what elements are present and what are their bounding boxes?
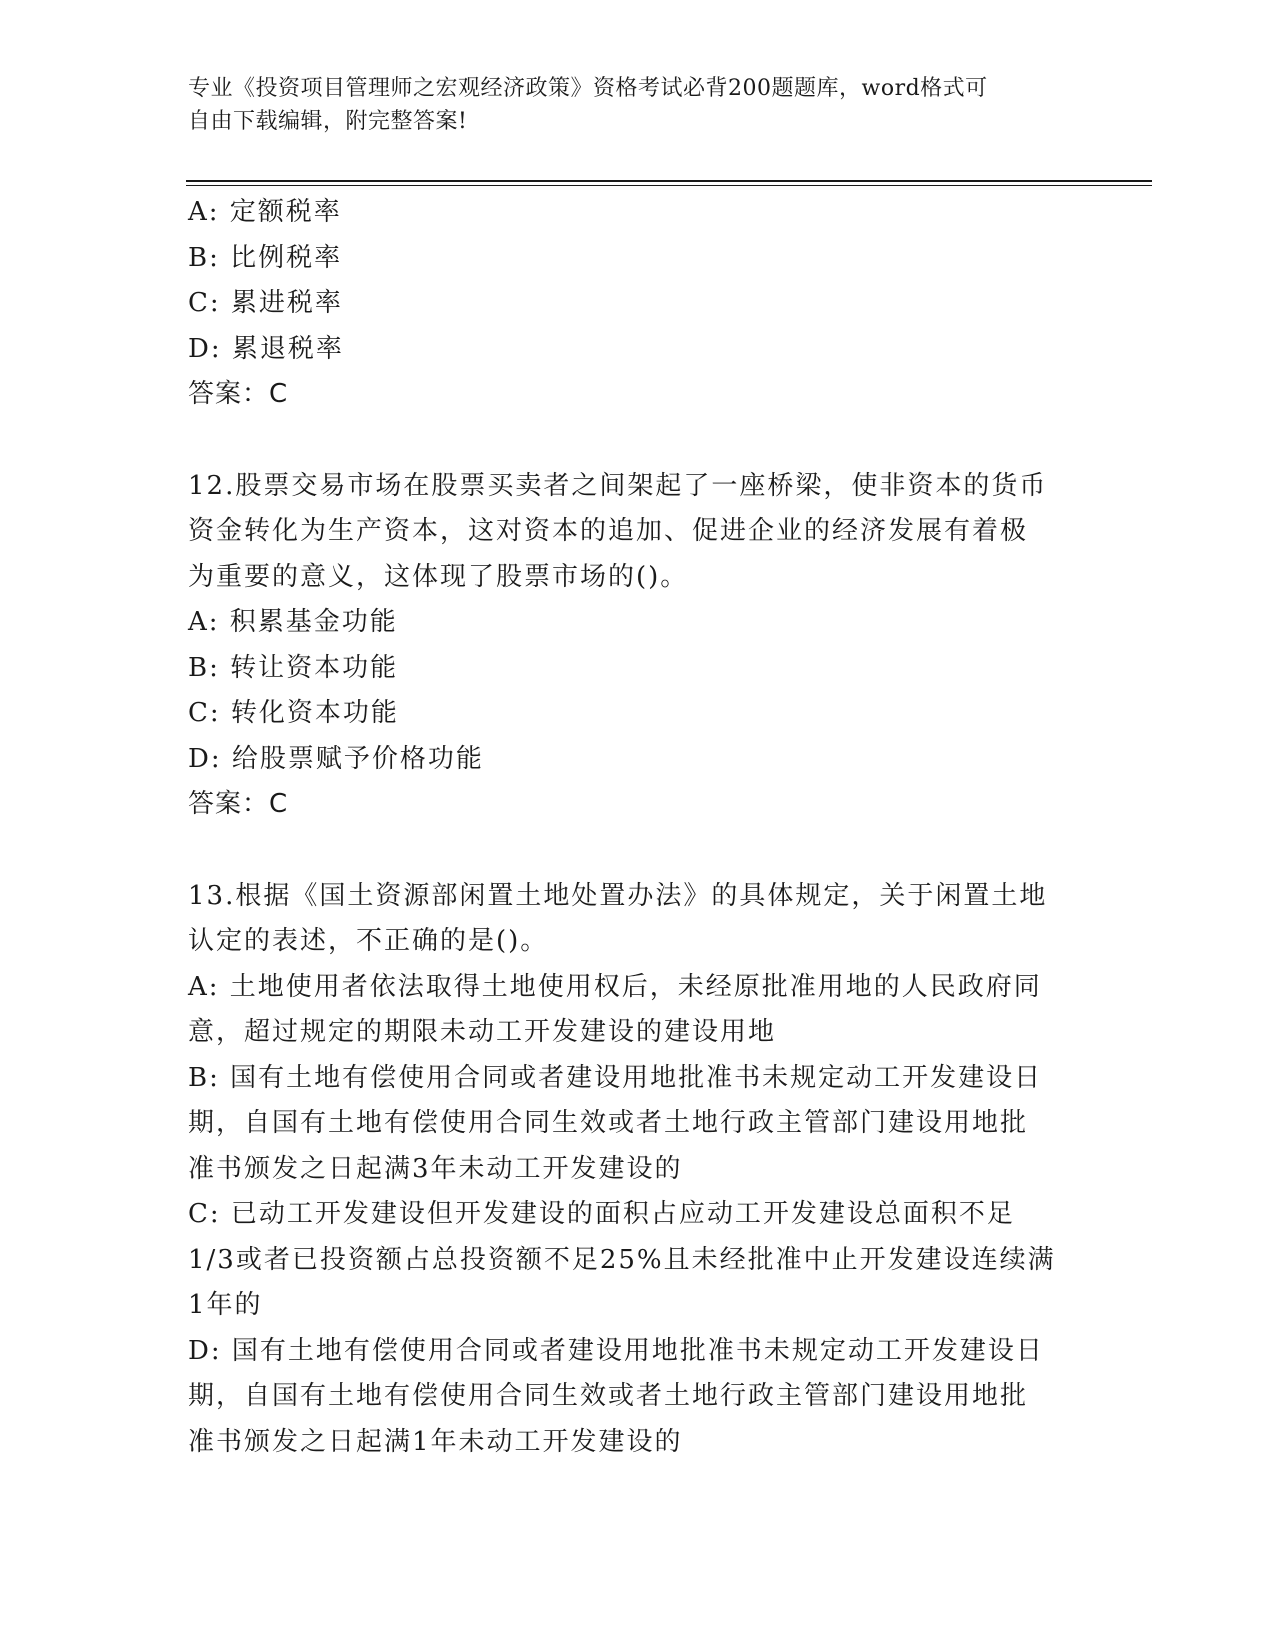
document-body — [188, 190, 1088, 1465]
q12-stem-line-3: 为重要的意义，这体现了股票市场的()。 — [188, 561, 689, 592]
q13-stem-line-1: 13.根据《国土资源部闲置土地处置办法》的具体规定，关于闲置土地 — [188, 880, 1048, 911]
question-12-block — [188, 464, 1088, 828]
q13-option-c-line-1: C: 已动工开发建设但开发建设的面积占应动工开发建设总面积不足 — [188, 1199, 1015, 1229]
page-header — [188, 72, 1088, 138]
q13-option-c-line-2: 1/3或者已投资额占总投资额不足25%且未经批准中止开发建设连续满 — [188, 1244, 1056, 1275]
q12-option-a: A: 积累基金功能 — [188, 607, 398, 637]
q13-option-c-line-3: 1年的 — [188, 1290, 263, 1320]
question-11-block — [188, 190, 1088, 418]
q13-stem-line-2: 认定的表述，不正确的是()。 — [188, 926, 549, 956]
q11-answer: 答案：C — [188, 379, 289, 409]
q13-option-a-line-1: A: 土地使用者依法取得土地使用权后，未经原批准用地的人民政府同 — [188, 971, 1042, 1002]
q12-option-d: D: 给股票赋予价格功能 — [188, 743, 484, 774]
q13-option-b-line-2: 期，自国有土地有偿使用合同生效或者土地行政主管部门建设用地批 — [188, 1108, 1029, 1138]
q13-option-a-line-2: 意，超过规定的期限未动工开发建设的建设用地 — [188, 1017, 777, 1047]
q13-option-d-line-3: 准书颁发之日起满1年未动工开发建设的 — [188, 1426, 683, 1457]
q12-option-c: C: 转化资本功能 — [188, 698, 399, 728]
header-line-1: 专业《投资项目管理师之宏观经济政策》资格考试必背200题题库，word格式可 — [188, 76, 988, 101]
q13-option-b-line-3: 准书颁发之日起满3年未动工开发建设的 — [188, 1153, 683, 1184]
q13-option-d-line-2: 期，自国有土地有偿使用合同生效或者土地行政主管部门建设用地批 — [188, 1381, 1029, 1411]
q12-stem-line-2: 资金转化为生产资本，这对资本的追加、促进企业的经济发展有着极 — [188, 516, 1029, 546]
q13-option-b-line-1: B: 国有土地有偿使用合同或者建设用地批准书未规定动工开发建设日 — [188, 1062, 1043, 1093]
q11-option-b: B: 比例税率 — [188, 242, 343, 273]
section-gap — [188, 418, 1088, 464]
section-gap — [188, 828, 1088, 874]
question-13-block — [188, 874, 1088, 1466]
header-line-2: 自由下载编辑，附完整答案! — [188, 109, 468, 134]
q12-answer: 答案：C — [188, 789, 289, 819]
header-divider — [186, 180, 1152, 186]
q13-option-d-line-1: D: 国有土地有偿使用合同或者建设用地批准书未规定动工开发建设日 — [188, 1335, 1044, 1366]
q11-option-d: D: 累退税率 — [188, 333, 344, 364]
q11-option-c: C: 累进税率 — [188, 288, 343, 318]
q12-stem-line-1: 12.股票交易市场在股票买卖者之间架起了一座桥梁，使非资本的货币 — [188, 470, 1048, 501]
q12-option-b: B: 转让资本功能 — [188, 652, 399, 683]
q11-option-a: A: 定额税率 — [188, 197, 342, 227]
